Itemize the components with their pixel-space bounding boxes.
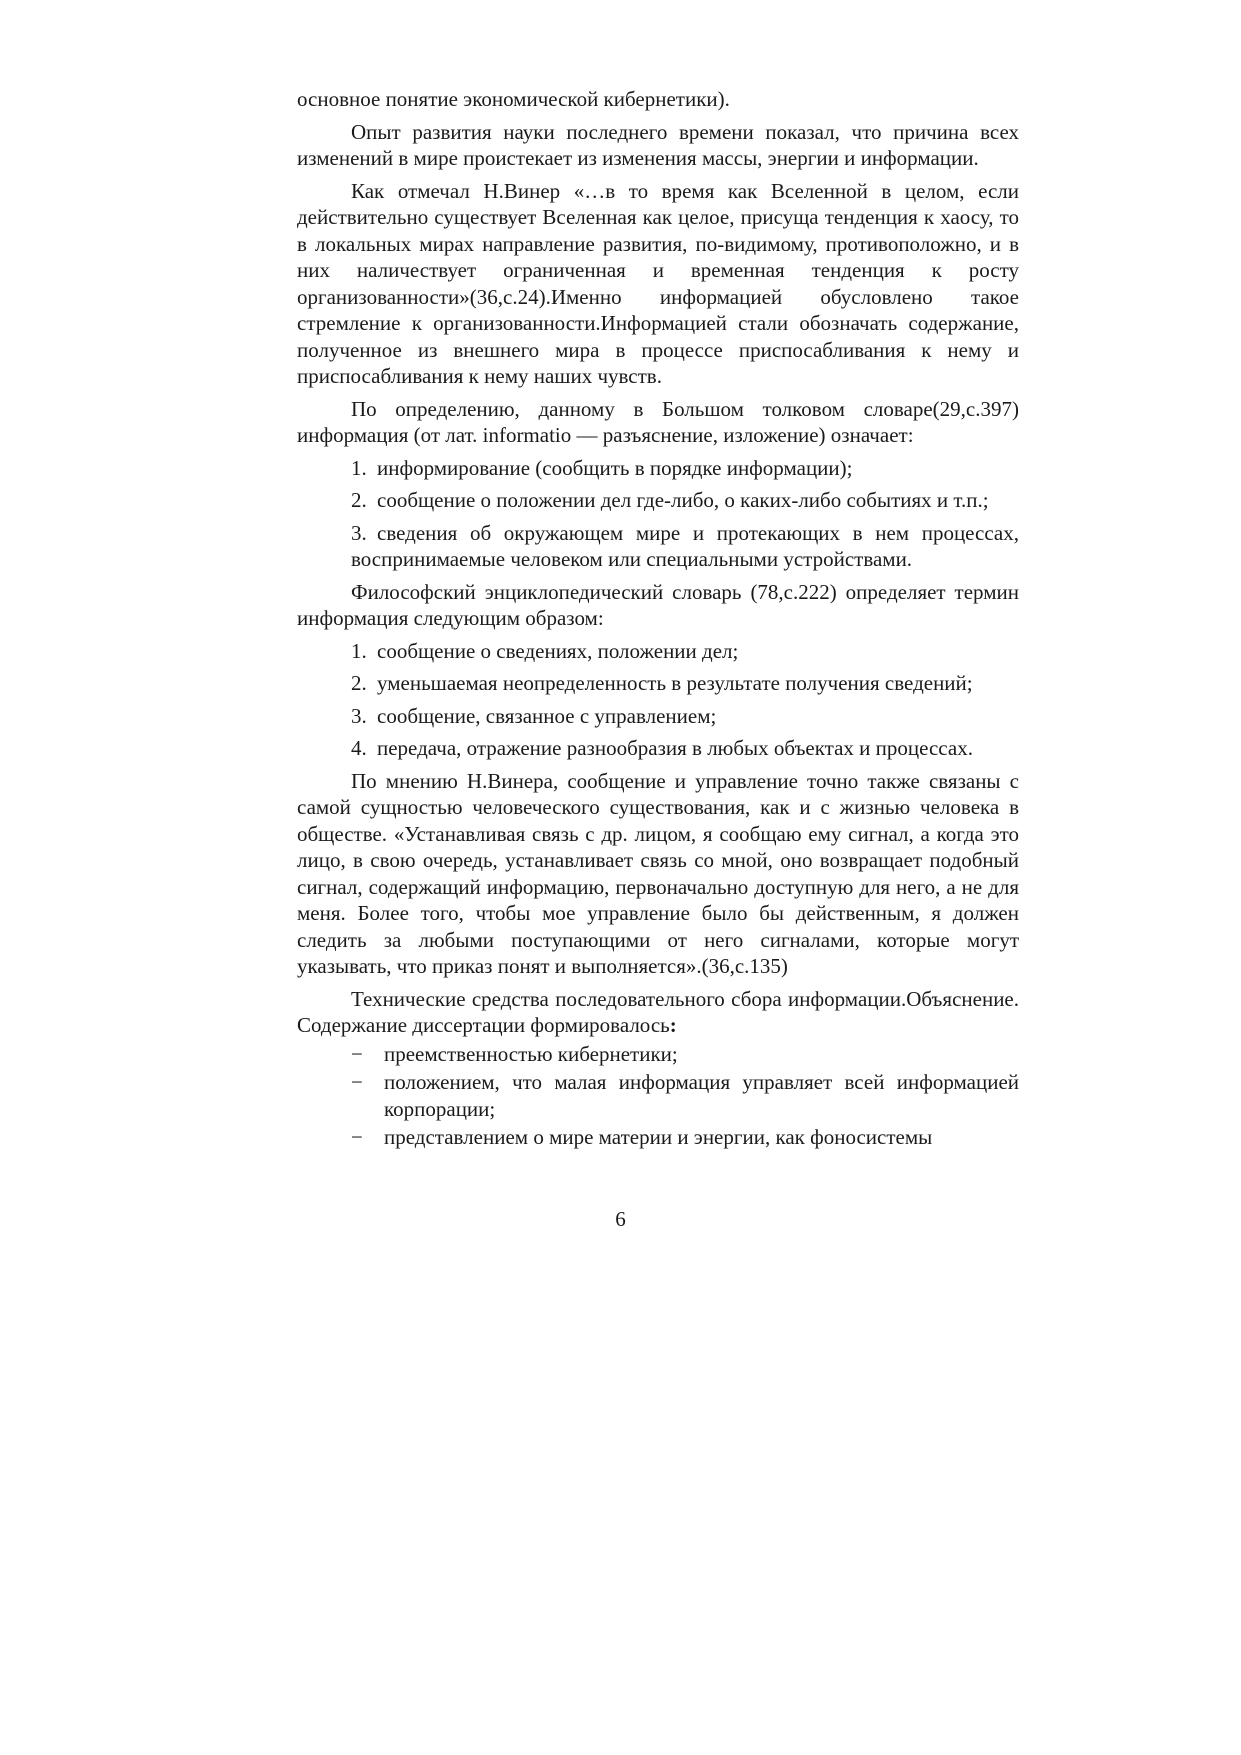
dictionary-item-2 — [297, 487, 1019, 514]
paragraph-3: По определению, данному в Большом толковом словаре(29,с.397) информация (от лат. informatio — разъяснение, изложение) означает: — [297, 396, 1019, 447]
dash-item-2 — [297, 1069, 1019, 1122]
paragraph-6-colon: : — [669, 1013, 677, 1037]
item-text: информирование (сообщить в порядке информации); — [377, 455, 853, 480]
dash-item-text: положением, что малая информация управляет всей информацией корпорации; — [384, 1070, 1019, 1121]
item-number: 1. — [351, 638, 367, 663]
dash-item-3 — [297, 1124, 1019, 1151]
item-number: 2. — [351, 488, 367, 512]
paragraph-6-text: Технические средства последовательного сбора информации.Объяснение. Содержание диссертации формировалось — [297, 986, 1019, 1037]
paragraph-6 — [297, 986, 1019, 1039]
philosophy-item-2 — [297, 670, 1019, 697]
item-number: 2. — [351, 671, 367, 695]
paragraph-5: По мнению Н.Винера, сообщение и управление точно также связаны с самой сущностью человеческого существования, как и с жизнью человека в обществе. «Устанавливая связь с др. лицом, я сообщаю ему сигнал, а когда это лицо, в свою очередь, устанавливает связь со мной, оно возвращает подобный сигнал, содержащий информацию, первоначально доступную для него, а не для меня. Более того, чтобы мое управление было бы действенным, я должен следить за любыми поступающими от него сигналами, которые могут указывать, что приказ понят и выполняется».(36,с.135) — [297, 768, 1019, 978]
item-text: передача, отражение разнообразия в любых объектах и процессах. — [377, 736, 973, 760]
item-number: 3. — [351, 703, 367, 728]
paragraph-2: Как отмечал Н.Винер «…в то время как Вселенной в целом, если действительно существует Вселенная как целое, присуща тенденция к хаосу, то в локальных мирах направление развития, по-видимому, противоположно, и в них наличествует ограниченная и временная тенденция к росту организованности»(36,с.24).Именно информацией обусловлено такое стремление к организованности.Информацией стали обозначать содержание, полученное из внешнего мира в процессе приспосабливания к нему и приспосабливания к нему наших чувств. — [297, 178, 1019, 388]
philosophy-item-3 — [297, 703, 1019, 730]
item-number: 3. — [351, 520, 367, 545]
philosophy-item-1 — [297, 638, 1019, 665]
dash-marker: − — [351, 1041, 363, 1066]
item-text: сообщение о сведениях, положении дел; — [377, 638, 739, 663]
paragraph-1: Опыт развития науки последнего времени показал, что причина всех изменений в мире проистекает из изменения массы, энергии и информации. — [297, 119, 1019, 170]
item-number: 1. — [351, 455, 367, 480]
paragraph-4: Философский энциклопедический словарь (78,с.222) определяет термин информация следующим образом: — [297, 579, 1019, 630]
item-text: сообщение, связанное с управлением; — [377, 703, 717, 728]
item-text: уменьшаемая неопределенность в результате получения сведений; — [377, 671, 973, 695]
dictionary-item-1 — [297, 455, 1019, 482]
document-body — [297, 86, 1019, 1151]
dash-list — [297, 1041, 1019, 1151]
dash-item-text: преемственностью кибернетики; — [384, 1041, 678, 1066]
dictionary-item-3 — [297, 520, 1019, 573]
intro-line: основное понятие экономической кибернетики). — [297, 87, 730, 111]
philosophy-item-4 — [297, 735, 1019, 762]
dash-item-text: представлением о мире материи и энергии, как фоносистемы — [384, 1125, 933, 1149]
item-text: сообщение о положении дел где-либо, о каких-либо событиях и т.п.; — [377, 488, 989, 512]
item-text: сведения об окружающем мире и протекающих в нем процессах, воспринимаемые человеком или специальными устройствами. — [351, 520, 1019, 571]
dash-marker: − — [351, 1125, 363, 1149]
dash-marker: − — [351, 1070, 363, 1094]
dash-item-1 — [297, 1041, 1019, 1068]
page-number: 6 — [615, 1207, 626, 1231]
item-number: 4. — [351, 736, 367, 760]
